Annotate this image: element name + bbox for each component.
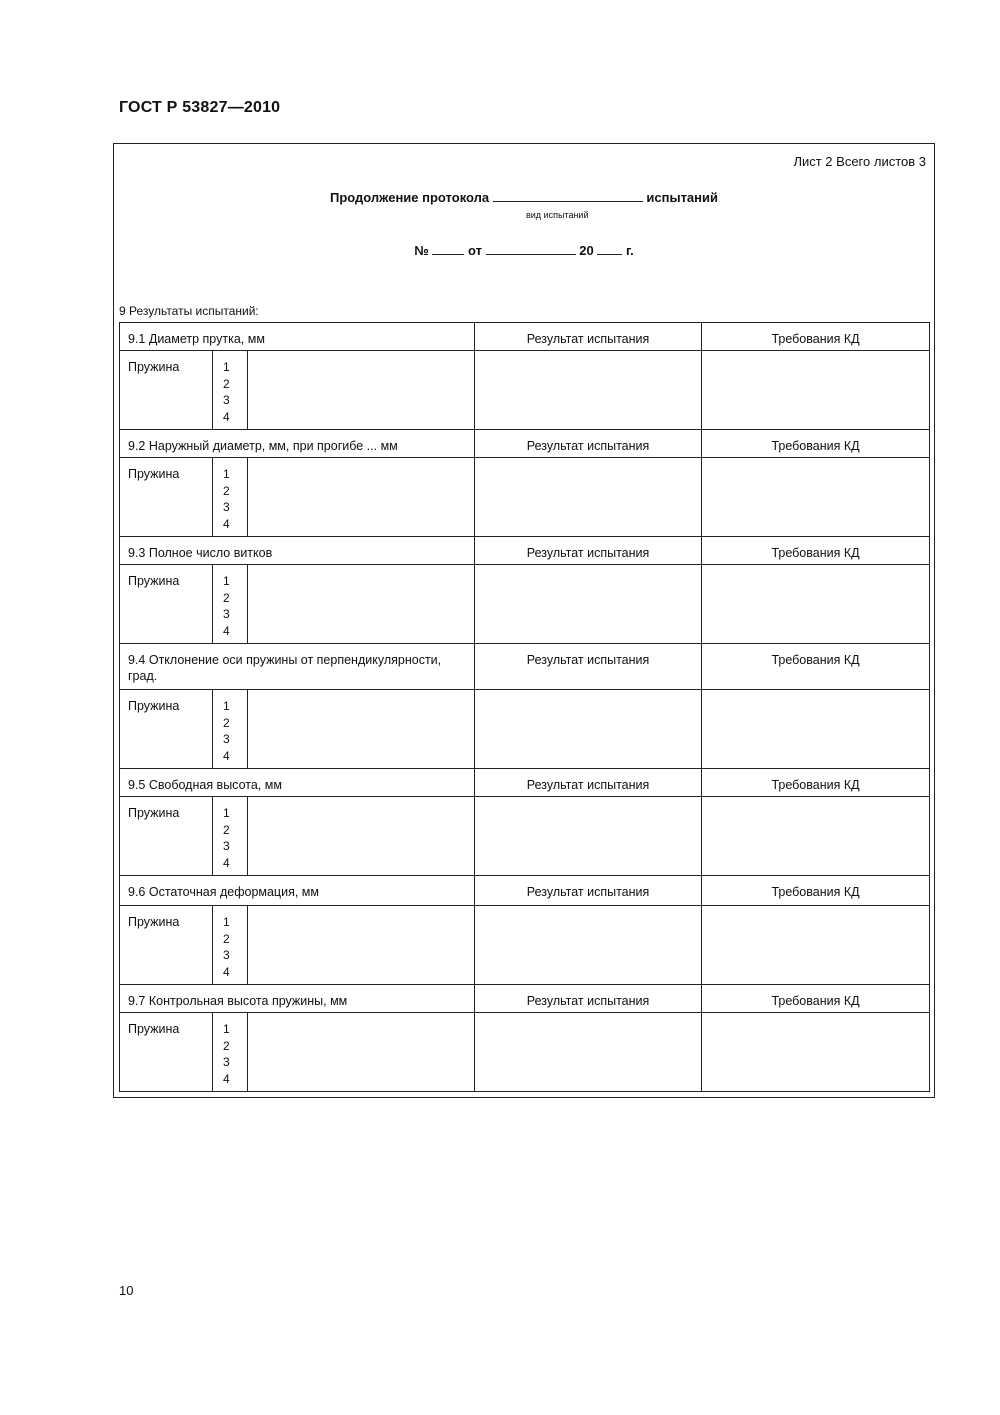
requirements-cell[interactable] — [702, 1013, 930, 1092]
spring-numbers-cell — [213, 351, 248, 430]
spring-number: 2 — [223, 822, 230, 837]
requirements-cell[interactable] — [702, 906, 930, 985]
result-column-header: Результат испытания — [475, 537, 702, 565]
spring-numbers-cell — [213, 690, 248, 769]
requirements-column-header: Требования КД — [702, 985, 930, 1013]
spring-number: 4 — [223, 1071, 230, 1086]
spring-number: 1 — [223, 1022, 230, 1036]
spring-numbers-cell — [213, 906, 248, 985]
spring-number: 2 — [223, 590, 230, 605]
requirements-cell[interactable] — [702, 458, 930, 537]
spring-label: Пружина — [120, 797, 213, 876]
test-header-row — [120, 769, 930, 797]
result-column-header: Результат испытания — [475, 985, 702, 1013]
spring-numbers-cell — [213, 458, 248, 537]
spring-label: Пружина — [120, 351, 213, 430]
spring-number: 3 — [223, 393, 230, 407]
spring-number: 4 — [223, 623, 230, 638]
test-title: 9.5 Свободная высота, мм — [120, 769, 475, 797]
test-header-row — [120, 537, 930, 565]
test-body-row — [120, 458, 930, 537]
spring-number: 1 — [223, 574, 230, 588]
result-cell[interactable] — [475, 351, 702, 430]
spring-number: 1 — [223, 915, 230, 929]
test-body-row — [120, 797, 930, 876]
spring-number: 2 — [223, 483, 230, 498]
spring-number: 4 — [223, 964, 230, 979]
spring-number: 4 — [223, 855, 230, 870]
requirements-cell[interactable] — [702, 797, 930, 876]
requirements-cell[interactable] — [702, 565, 930, 644]
blank-cell[interactable] — [248, 906, 475, 985]
number-blank — [432, 243, 464, 255]
spring-label: Пружина — [120, 1013, 213, 1092]
spring-number: 2 — [223, 376, 230, 391]
test-header-row — [120, 876, 930, 906]
date-from: от — [468, 243, 483, 258]
test-body-row — [120, 565, 930, 644]
result-cell[interactable] — [475, 458, 702, 537]
test-type-caption: вид испытаний — [526, 210, 589, 220]
requirements-cell[interactable] — [702, 690, 930, 769]
number-sign: № — [414, 243, 429, 258]
spring-number: 1 — [223, 360, 230, 374]
year-blank — [597, 243, 622, 255]
requirements-column-header: Требования КД — [702, 769, 930, 797]
spring-label: Пружина — [120, 690, 213, 769]
page-number: 10 — [119, 1283, 134, 1298]
spring-number: 3 — [223, 607, 230, 621]
spring-number: 1 — [223, 699, 230, 713]
result-column-header: Результат испытания — [475, 769, 702, 797]
result-cell[interactable] — [475, 906, 702, 985]
document-code: ГОСТ Р 53827—2010 — [119, 99, 281, 116]
title-prefix: Продолжение протокола — [330, 190, 490, 205]
test-title: 9.1 Диаметр прутка, мм — [120, 323, 475, 351]
test-title: 9.3 Полное число витков — [120, 537, 475, 565]
test-header-row — [120, 323, 930, 351]
requirements-cell[interactable] — [702, 351, 930, 430]
requirements-column-header: Требования КД — [702, 537, 930, 565]
result-cell[interactable] — [475, 565, 702, 644]
result-column-header: Результат испытания — [475, 323, 702, 351]
year-prefix: 20 — [579, 243, 594, 258]
result-column-header: Результат испытания — [475, 430, 702, 458]
test-header-row — [120, 644, 930, 690]
test-title: 9.7 Контрольная высота пружины, мм — [120, 985, 475, 1013]
spring-number: 3 — [223, 1055, 230, 1069]
spring-number: 3 — [223, 732, 230, 746]
spring-numbers-cell — [213, 1013, 248, 1092]
test-body-row — [120, 690, 930, 769]
blank-cell[interactable] — [248, 458, 475, 537]
results-table — [119, 322, 930, 1092]
requirements-column-header: Требования КД — [702, 323, 930, 351]
spring-number: 2 — [223, 931, 230, 946]
spring-number: 1 — [223, 806, 230, 820]
spring-number: 3 — [223, 948, 230, 962]
protocol-title — [114, 190, 934, 205]
spring-numbers-cell — [213, 565, 248, 644]
test-type-blank — [493, 190, 643, 202]
test-body-row — [120, 906, 930, 985]
spring-number: 3 — [223, 839, 230, 853]
blank-cell[interactable] — [248, 797, 475, 876]
spring-number: 1 — [223, 467, 230, 481]
spring-label: Пружина — [120, 458, 213, 537]
section-title: 9 Результаты испытаний: — [119, 304, 259, 318]
result-cell[interactable] — [475, 797, 702, 876]
test-title: 9.2 Наружный диаметр, мм, при прогибе ... мм — [120, 430, 475, 458]
spring-label: Пружина — [120, 906, 213, 985]
sheet-info: Лист 2 Всего листов 3 — [793, 154, 926, 169]
test-title: 9.6 Остаточная деформация, мм — [120, 876, 475, 906]
result-column-header: Результат испытания — [475, 644, 702, 690]
test-body-row — [120, 1013, 930, 1092]
blank-cell[interactable] — [248, 690, 475, 769]
test-header-row — [120, 985, 930, 1013]
result-column-header: Результат испытания — [475, 876, 702, 906]
spring-number: 2 — [223, 715, 230, 730]
blank-cell[interactable] — [248, 565, 475, 644]
spring-numbers-cell — [213, 797, 248, 876]
spring-label: Пружина — [120, 565, 213, 644]
blank-cell[interactable] — [248, 1013, 475, 1092]
blank-cell[interactable] — [248, 351, 475, 430]
spring-number: 4 — [223, 409, 230, 424]
test-header-row — [120, 430, 930, 458]
date-blank — [486, 243, 576, 255]
test-title: 9.4 Отклонение оси пружины от перпендикулярности, град. — [120, 644, 475, 690]
spring-number: 4 — [223, 516, 230, 531]
requirements-column-header: Требования КД — [702, 876, 930, 906]
requirements-column-header: Требования КД — [702, 430, 930, 458]
test-body-row — [120, 351, 930, 430]
spring-number: 2 — [223, 1038, 230, 1053]
result-cell[interactable] — [475, 690, 702, 769]
result-cell[interactable] — [475, 1013, 702, 1092]
protocol-number-line — [114, 243, 934, 258]
requirements-column-header: Требования КД — [702, 644, 930, 690]
title-suffix: испытаний — [646, 190, 718, 205]
spring-number: 3 — [223, 500, 230, 514]
spring-number: 4 — [223, 748, 230, 763]
protocol-frame — [113, 143, 935, 1098]
year-suffix: г. — [625, 243, 634, 258]
